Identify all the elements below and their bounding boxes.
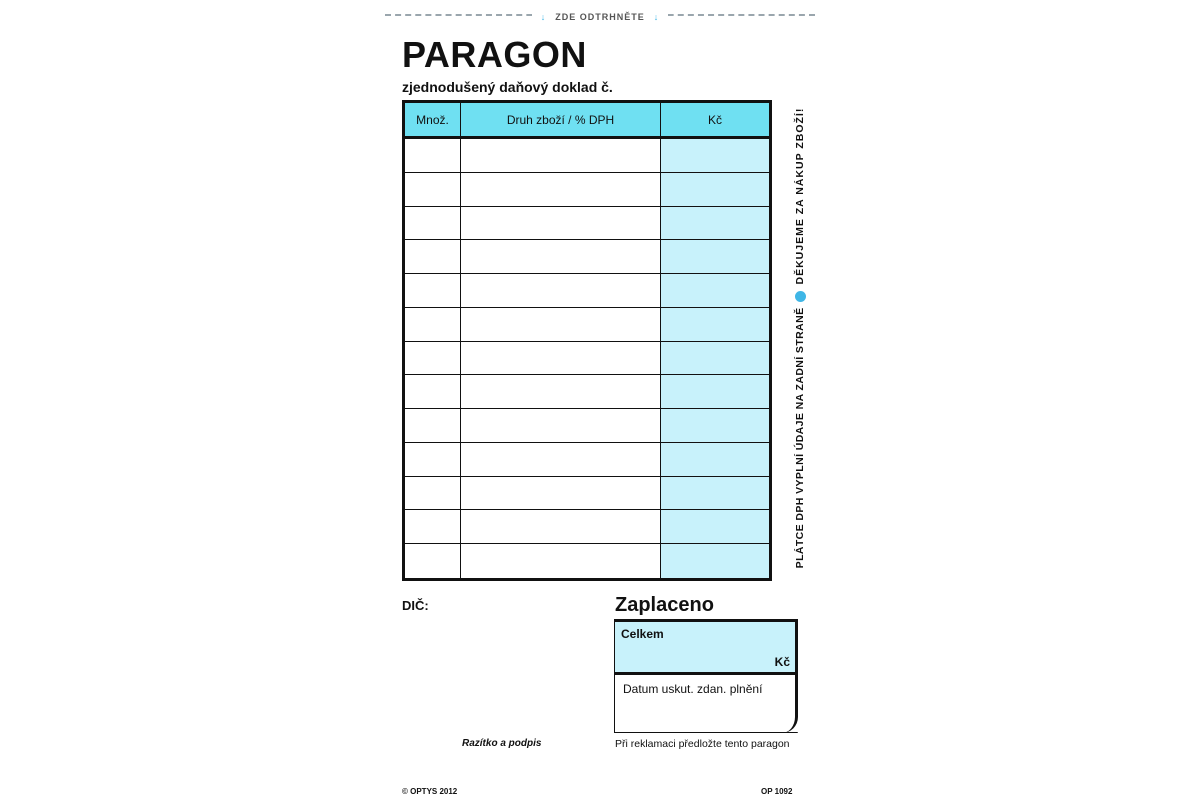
quantity-cell bbox=[405, 240, 461, 274]
quantity-cell bbox=[405, 375, 461, 409]
amount-cell bbox=[661, 510, 769, 544]
quantity-cell bbox=[405, 443, 461, 477]
receipt-subtitle: zjednodušený daňový doklad č. bbox=[402, 79, 613, 95]
header-item-description: Druh zboží / % DPH bbox=[461, 103, 661, 139]
quantity-cell bbox=[405, 342, 461, 376]
item-description-cell bbox=[461, 510, 661, 544]
form-code: OP 1092 bbox=[761, 787, 793, 796]
item-description-cell bbox=[461, 308, 661, 342]
item-description-cell bbox=[461, 409, 661, 443]
thank-you-text: DĚKUJEME ZA NÁKUP ZBOŽÍ! bbox=[794, 107, 806, 285]
vat-payer-notice: PLÁTCE DPH VYPLNÍ ÚDAJE NA ZADNÍ STRANĚ bbox=[794, 307, 806, 569]
item-description-cell bbox=[461, 544, 661, 578]
tax-id-label: DIČ: bbox=[402, 598, 429, 613]
items-table bbox=[402, 100, 772, 581]
header-amount: Kč bbox=[661, 103, 769, 139]
quantity-cell bbox=[405, 510, 461, 544]
amount-cell bbox=[661, 544, 769, 578]
complaint-note: Při reklamaci předložte tento paragon bbox=[615, 738, 790, 750]
item-description-cell bbox=[461, 477, 661, 511]
item-description-cell bbox=[461, 207, 661, 241]
item-description-cell bbox=[461, 375, 661, 409]
amount-cell bbox=[661, 477, 769, 511]
amount-cell bbox=[661, 409, 769, 443]
amount-cell bbox=[661, 342, 769, 376]
amount-cell bbox=[661, 375, 769, 409]
amount-cell bbox=[661, 207, 769, 241]
amount-cell bbox=[661, 240, 769, 274]
stamp-signature-label: Razítko a podpis bbox=[462, 738, 542, 749]
item-description-cell bbox=[461, 342, 661, 376]
quantity-cell bbox=[405, 308, 461, 342]
quantity-cell bbox=[405, 173, 461, 207]
arrow-down-icon: ↓ bbox=[538, 12, 550, 22]
item-description-cell bbox=[461, 240, 661, 274]
quantity-cell bbox=[405, 477, 461, 511]
total-currency: Kč bbox=[774, 655, 790, 669]
quantity-cell bbox=[405, 139, 461, 173]
amount-cell bbox=[661, 139, 769, 173]
amount-cell bbox=[661, 443, 769, 477]
tear-off-label bbox=[385, 7, 815, 25]
paid-title: Zaplaceno bbox=[615, 594, 714, 616]
quantity-cell bbox=[405, 409, 461, 443]
quantity-cell bbox=[405, 544, 461, 578]
item-description-cell bbox=[461, 173, 661, 207]
tear-off-text: ZDE ODTRHNĚTE bbox=[549, 12, 651, 22]
receipt-title: PARAGON bbox=[402, 34, 587, 75]
copyright: © OPTYS 2012 bbox=[402, 787, 458, 796]
amount-cell bbox=[661, 274, 769, 308]
payment-box bbox=[614, 619, 798, 733]
total-field bbox=[615, 622, 795, 675]
item-description-cell bbox=[461, 443, 661, 477]
tear-off-line bbox=[385, 12, 815, 22]
arrow-down-icon: ↓ bbox=[651, 12, 663, 22]
quantity-cell bbox=[405, 274, 461, 308]
date-of-supply-label: Datum uskut. zdan. plnění bbox=[623, 682, 763, 696]
bullet-dot-icon bbox=[795, 291, 806, 302]
amount-cell bbox=[661, 308, 769, 342]
header-quantity: Množ. bbox=[405, 103, 461, 139]
total-label: Celkem bbox=[621, 627, 664, 641]
quantity-cell bbox=[405, 207, 461, 241]
amount-cell bbox=[661, 173, 769, 207]
item-description-cell bbox=[461, 274, 661, 308]
item-description-cell bbox=[461, 139, 661, 173]
